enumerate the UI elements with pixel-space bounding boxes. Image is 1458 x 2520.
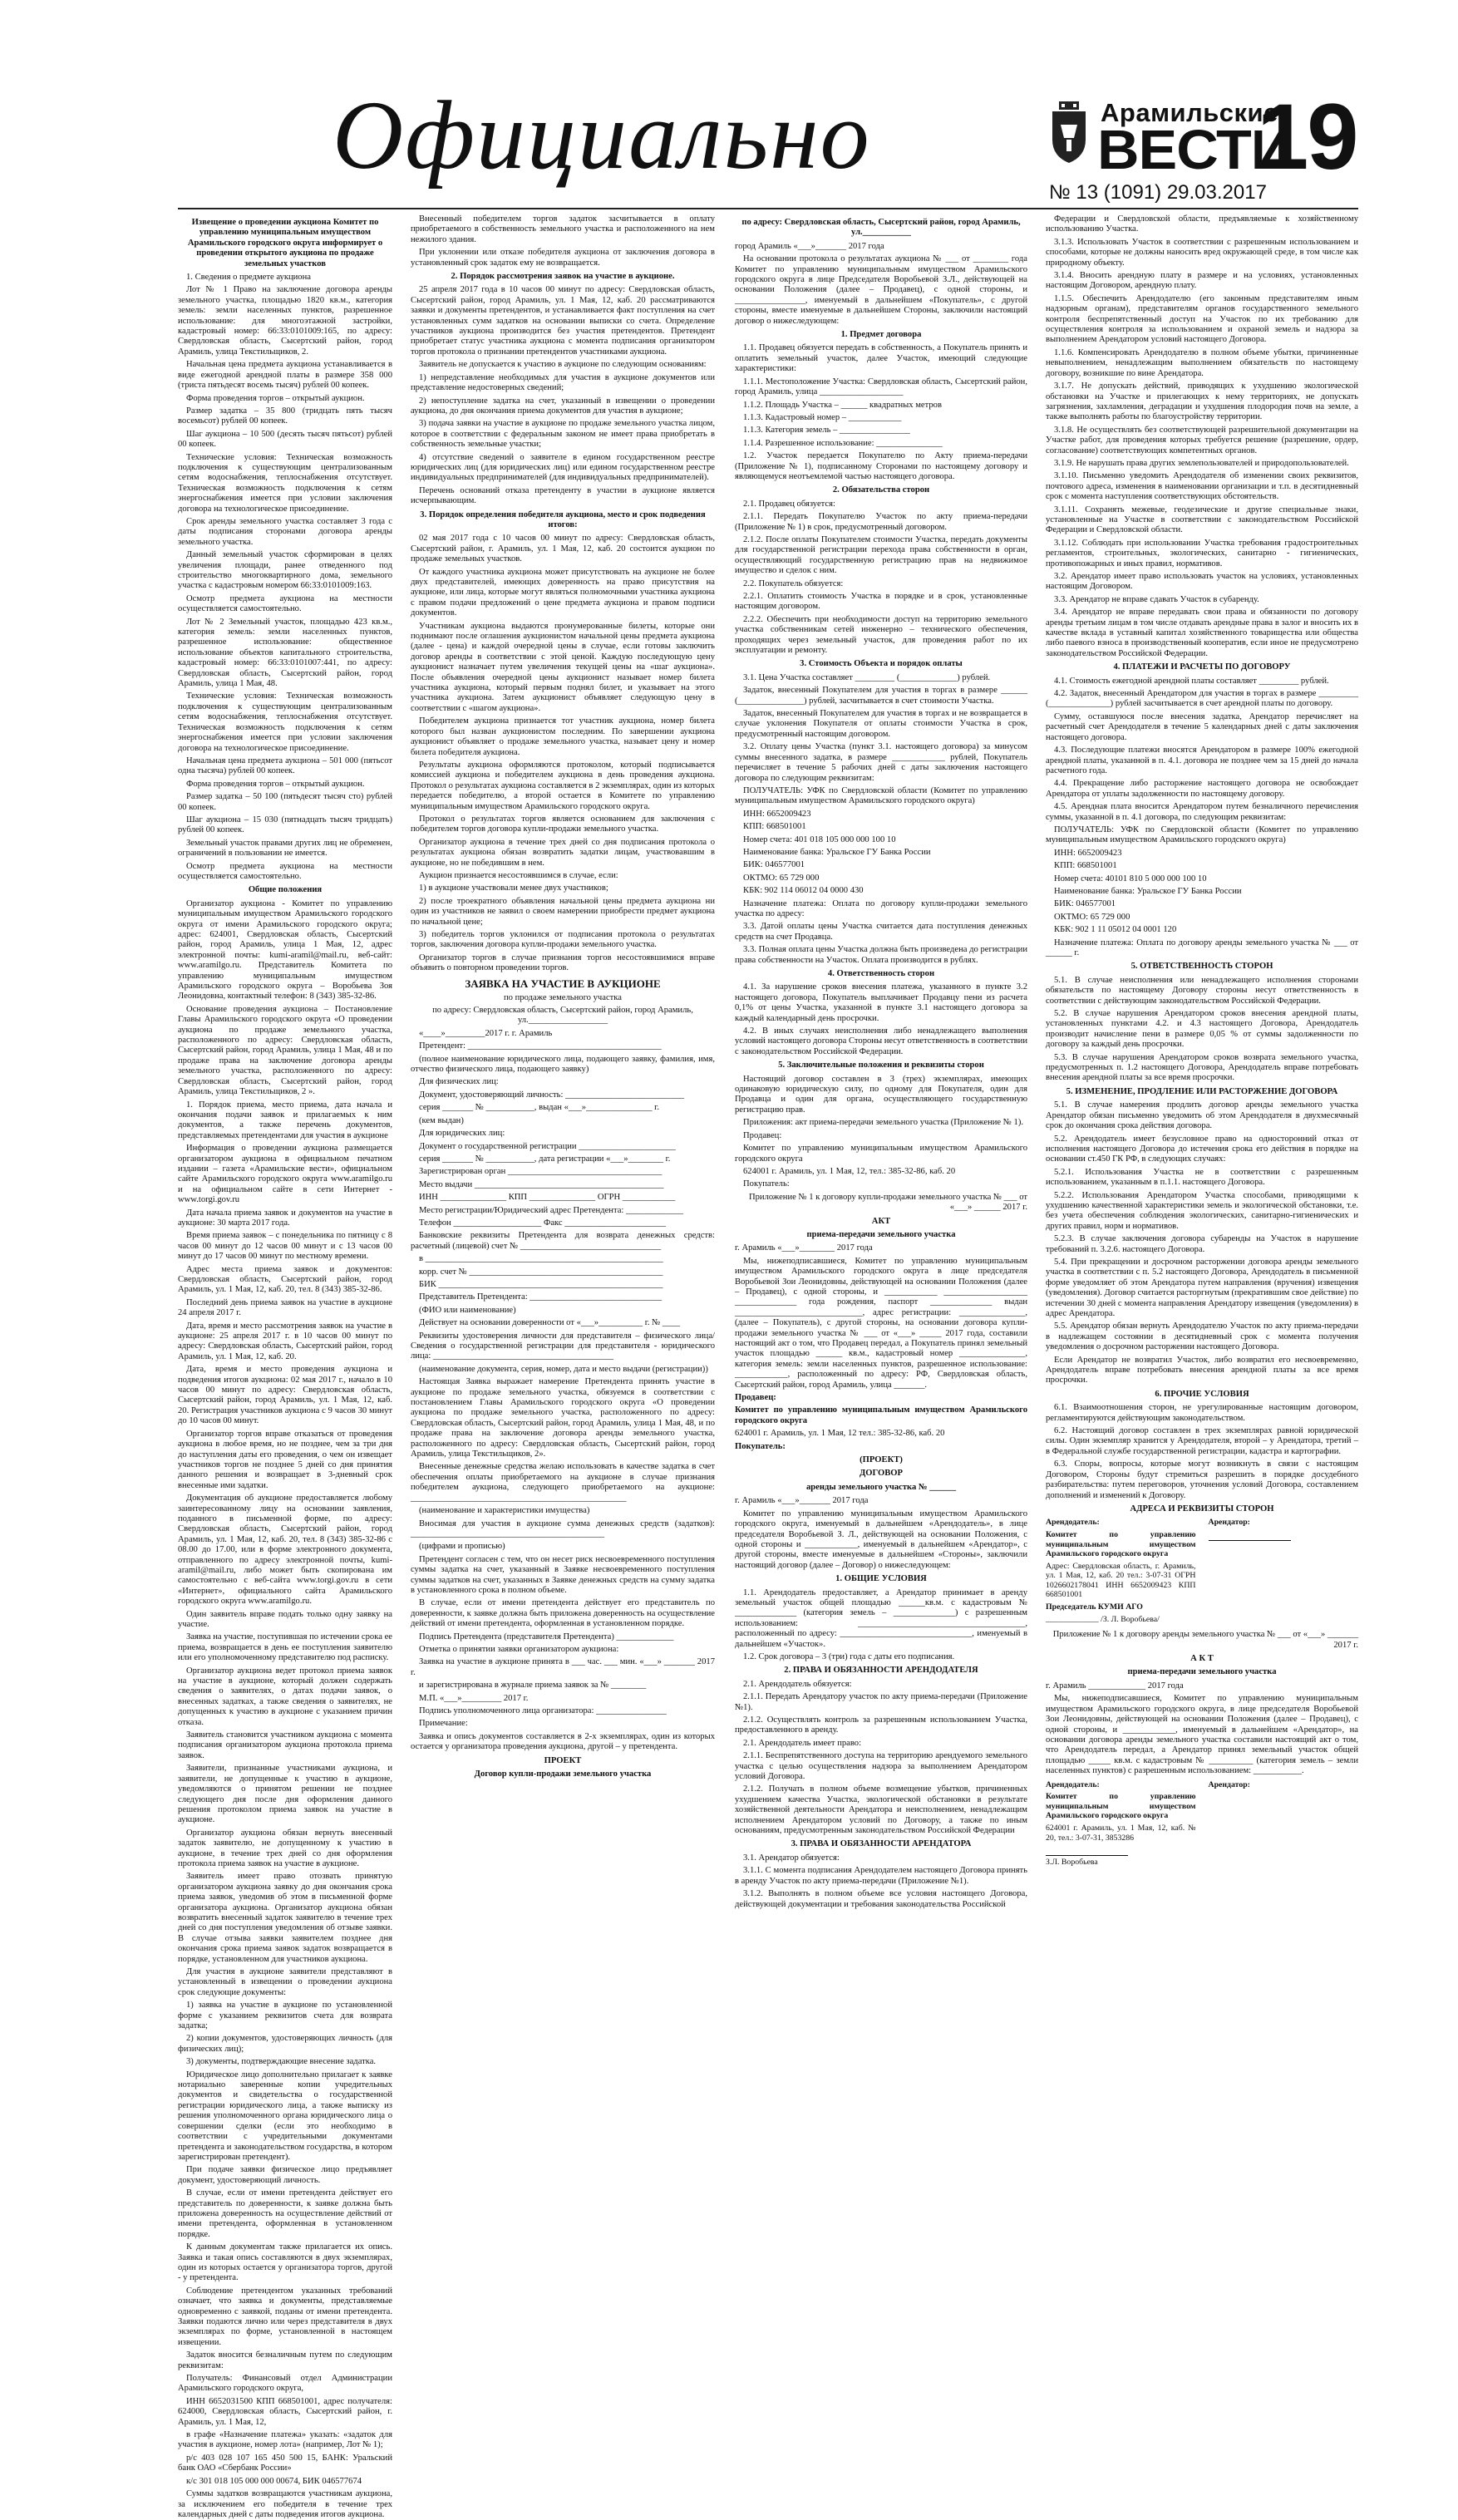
column-4 [1046,214,1358,2055]
paragraph: корр. счет № ____________________________________________ [419,1267,663,1277]
paragraph: ИНН: 6652009423 [743,809,811,819]
contract-s2-title: 2. Обязательства сторон [832,485,930,495]
paragraph: 1) в аукционе участвовали менее двух участников; [419,883,608,893]
section-3-body [411,534,715,973]
draft-subtitle: ДОГОВОР [859,1469,904,1479]
paragraph: 25 апреля 2017 года в 10 часов 00 минут по адресу: Свердловская область, Сысертский район, город Арамиль, ул. 1 Мая, 12, каб. 20 рассматриваются заявки и документы претендентов, и устанавливается факт поступления на счет установленных сумм задатков на основании выписки со счета. Определение участников аукциона производится без участия претендентов. Претендент приобретает статус участника аукциона с момента подписания организатором торгов протокола о признании претендентов участниками аукциона. [411,285,715,357]
paragraph: Дата, время и место рассмотрения заявок на участие в аукционе: 25 апреля 2017 г. в 10 часов 00 минут по адресу: Свердловская область, Сысертский район, город Арамиль, ул. 1 Мая, 12, каб. 20. [178,1321,392,1361]
lease-s5-title: 5. ОТВЕТСТВЕННОСТЬ СТОРОН [1130,962,1273,972]
page-number: 19 [1257,85,1357,189]
paragraph: 1. Сведения о предмете аукциона [186,273,311,283]
paragraph: Примечание: [419,1719,468,1729]
paragraph: (наименование и характеристики имущества) [419,1506,590,1516]
paragraph: 2.1. Продавец обязуется: [743,499,835,509]
paragraph: КБК: 902 1 11 05012 04 0001 120 [1054,925,1177,935]
lessor-block [1046,1518,1195,1627]
paragraph: Адрес места приема заявок и документов: Свердловская область, Сысертский район, город Арамиль, ул. 1 Мая, 12, каб. 20, тел. 8 (343) 385-32-86. [178,1264,392,1295]
paragraph: 4.1. Стоимость ежегодной арендной платы составляет _________ рублей. [1054,676,1329,686]
paragraph: 1. Порядок приема, место приема, дата начала и окончания подачи заявок и прилагаемых к ним документов, а также перечень документов, представляемых претендентами для участия в аукционе [178,1100,392,1140]
paragraph: Организатор аукциона обязан вернуть внесенный задаток заявителю, не допущенному к участию в аукционе, в течение трех дней со дня оформления протокола приема заявок на участие в аукционе. [178,1828,392,1868]
paragraph: 3.1.2. Выполнять в полном объеме все условия настоящего Договора, действующей документации и требования законодательства Российской [735,1889,1027,1909]
act-seller-addr: 624001 г. Арамиль, ул. 1 Мая, 12 тел.: 385-32-86, каб. 20 [735,1429,945,1439]
paragraph: Внесенные денежные средства желаю использовать в качестве задатка в счет обеспечения оплаты приобретаемого на аукционе в случае признания победителем аукциона, следующего приобретаемого на аукционе: _________________________________________________ [411,1462,715,1503]
paragraph: серия _______ № ___________, дата регистрации «___»________ г. [419,1154,671,1164]
paragraph: Участникам аукциона выдаются пронумерованные билеты, которые они поднимают после оглашения аукционистом начальной цены предмета аукциона (далее - цена) и каждой очередной цены в случае, если готовы заключить договор аренды в соответствии с этой ценой. Каждую последующую цену аукционист назначает путем увеличения текущей цены на «шаг аукциона». После объявления очередной цены аукционист называет номер билета участника аукциона, который первым поднял билет, и указывает на этого участника аукциона. Затем аукционист объявляет следующую цену в соответствии с «шагом аукциона». [411,621,715,713]
paragraph: Дата начала приема заявок и документов на участие в аукционе: 30 марта 2017 года. [178,1208,392,1228]
paragraph: 4.1. За нарушение сроков внесения платежа, указанного в пункте 3.2 настоящего договора, Покупатель выплачивает Продавцу пени из расчета 0,1% от цены Участка, указанной в пункте 3.1 настоящего договора за каждый календарный день просрочки. [735,982,1027,1023]
paragraph: Аукцион признается несостоявшимся в случае, если: [419,870,618,880]
paragraph: Дата, время и место проведения аукциона и подведения итогов аукциона: 02 мая 2017 г., начало в 10 часов 00 минут по адресу: Свердловская область, Сысертский район, город Арамиль, ул. 1 Мая, 12, каб. 20. Регистрация участников аукциона с 9 часов 30 минут до 10 часов 00 минут. [178,1365,392,1426]
paragraph: 4.3. Последующие платежи вносятся Арендатором в размере 100% ежегодной арендной платы, указанной в п. 4.1. договора не позднее чем за 15 дней до начала расчетного года. [1046,746,1358,775]
deposit-body [411,214,715,268]
act-seller-label: Продавец: [735,1393,776,1403]
act-buyer-label: Покупатель: [735,1441,786,1451]
paragraph: 1.2. Срок договора – 3 (три) года с даты его подписания. [743,1651,955,1661]
paragraph: Организатор торгов вправе отказаться от проведения аукциона в любое время, но не позднее, чем за три дня до наступления даты его проведения, о чем он извещает участников торгов не позднее 5 дней со дня принятия данного решения и возвращает в 3-дневный срок внесенные ими задатки. [178,1429,392,1490]
lessee-label: Арендатор: [1208,1518,1250,1528]
paragraph: Мы, нижеподписавшиеся, Комитет по управлению муниципальным имуществом Арамильского городского округа в лице председателя Воробьевой Зои Леонидовны, действующей на основании Положения (далее – Продавец), с одной стороны, и ____________ ___________________ ______________ года рождения, паспорт ______________ выдан _____________________________, адрес регистрации: _______________, (далее – Покупатель), с другой стороны, на основании договора купли-продажи земельного участка № ___ от «___» _____ 2017 года, составили настоящий акт о том, что Продавец передал, а Покупатель принял земельный участок площадью ______ кв.м., кадастровый номер _______________, категория земель: земли населенных пунктов, разрешенное использование: ____________, расположенный по адресу: РФ, Свердловская область, Сысертский район, город Арамиль, улица _______. [735,1256,1027,1390]
paragraph: 2) копии документов, удостоверяющих личность (для физических лиц); [178,2034,392,2054]
paragraph: 3) победитель торгов уклонился от подписания протокола о результатах торгов, заключения договора купли-продажи земельного участка. [411,930,715,950]
paragraph: Соблюдение претендентом указанных требований означает, что заявка и документы, представляемые одновременно с заявкой, поданы от имени претендента. Заявки подаются лично или через представителя в двух экземплярах по форме, установленной в настоящем извещении. [178,2286,392,2347]
draft-s2-title: 2. ПРАВА И ОБЯЗАННОСТИ АРЕНДОДАТЕЛЯ [784,1666,978,1676]
draft-s3-body [735,1853,1027,1910]
lease-s6-body [1046,1100,1358,1386]
bottom-parties [1046,1780,1358,1870]
project-subtitle: Договор купли-продажи земельного участка [474,1769,652,1779]
paragraph: Задаток вносится безналичным путем по следующим реквизитам: [178,2350,392,2370]
header-rule [178,208,1358,209]
draft-title: (ПРОЕКТ) [860,1455,903,1465]
lease-appendix-note: Приложение № 1 к договору аренды земельного участка № ___ от «___» _______ 2017 г. [1052,1630,1358,1650]
paragraph: ПОЛУЧАТЕЛЬ: УФК по Свердловской области (Комитет по управлению муниципальным имуществом Арамильского городского округа) [735,785,1027,806]
paragraph: 2.1.1. Передать Покупателю Участок по акту приема-передачи (Приложение № 1) в срок, предусмотренный договором. [735,512,1027,532]
paragraph: 5.3. В случае нарушения Арендатором сроков возврата земельного участка, предусмотренных п. 1.2 настоящего Договора, Арендодатель вправе потребовать внесения арендной платы за все время просрочки. [1046,1052,1358,1083]
paragraph: 4.5. Арендная плата вносится Арендатором путем безналичного перечисления суммы, указанной в п. 4.1 договора, по следующим реквизитам: [1046,802,1358,822]
section-title: Официально [332,81,871,189]
paragraph: 2.1.1. Передать Арендатору участок по акту приема-передачи (Приложение №1). [735,1692,1027,1712]
paragraph: 1.1. Продавец обязуется передать в собственность, а Покупатель принять и оплатить земельный участок, далее Участок, имеющий следующие характеристики: [735,343,1027,374]
paragraph: Банковские реквизиты Претендента для возврата денежных средств: расчетный (лицевой) счет № ________________________________ [411,1231,715,1251]
paragraph: ПОЛУЧАТЕЛЬ: УФК по Свердловской области (Комитет по управлению муниципальным имуществом Арамильского городского округа) [1046,824,1358,845]
paragraph: Начальная цена предмета аукциона устанавливается в виде ежегодной арендной платы в размере 358 000 (триста пятьдесят восемь тысяч) рублей 00 копеек. [178,360,392,391]
act-title: АКТ [871,1216,891,1226]
paragraph: От каждого участника аукциона может присутствовать на аукционе не более двух представителей, имеющих доверенность на право присутствия на аукционе, или лица, которые могут являться полномочными участника аукциона с правом подачи предложений о цене предмета аукциона и правом подписи документов. [411,567,715,618]
paragraph: Лот № 1 Право на заключение договора аренды земельного участка, площадью 1820 кв.м., категория земель: земли населенных пунктов, разрешенное использование: для многоэтажной застройки, кадастровый номер: 66:33:0101009:165, по адресу: Свердловская область, Сысертский район, город Арамиль, улица Текстильщиков, 2. [178,285,392,357]
paragraph: Перечень оснований отказа претенденту в участии в аукционе является исчерпывающим. [411,485,715,506]
paragraph: Заявитель становится участником аукциона с момента подписания организатором аукциона протокола приема заявок. [178,1730,392,1760]
paragraph: Отметка о принятии заявки организатором аукциона: [419,1644,619,1654]
project-title: ПРОЕКТ [544,1755,582,1765]
section-2-body [411,285,715,506]
paragraph: Заявитель имеет право отозвать принятую организатором аукциона заявку до дня окончания срока приема заявок, уведомив об этом в письменной форме организатора аукциона. Организатор аукциона обязан возвратить внесенный задаток заявителю в течение трех дней со дня поступления уведомления об отзыве заявки. В случае отзыва заявки заявителем позднее дня окончания срока приема заявок задаток возвращается в порядке, установленном для участников аукциона. [178,1872,392,1964]
paragraph: Задаток, внесенный Покупателем для участия в торгах и не возвращается в случае уклонения Покупателя от оплаты стоимости Участка в срок, предусмотренный настоящим договором. [735,709,1027,739]
lessor-addr: Адрес: Свердловская область, г. Арамиль, ул. 1 Мая, 12, каб. 20 тел.: 3-07-31 ОГРН 1026602178041 ИНН 6652009423 КПП 668501001 [1046,1561,1196,1600]
section-2-title: 2. Порядок рассмотрения заявок на участие в аукционе. [451,272,675,282]
paragraph: Подпись Претендента (представителя Претендента) _____________ [419,1632,674,1641]
paragraph: 6.3. Споры, вопросы, которые могут возникнуть в связи с настоящим Договором, Стороны будут стремиться разрешить в порядке досудебного разбирательства: путем переговоров, уточнения условий Договора, составлением дополнений и изменений к Договору. [1046,1459,1358,1500]
lease-s6-title: 5. ИЗМЕНЕНИЕ, ПРОДЛЕНИЕ ИЛИ РАСТОРЖЕНИЕ ДОГОВОРА [1066,1086,1338,1096]
paragraph: Начальная цена предмета аукциона – 501 000 (пятьсот одна тысяча) рублей 00 копеек. [178,756,392,776]
paragraph: Организатор торгов в случае признания торгов несостоявшимися вправе объявить о повторном проведении торгов. [411,952,715,973]
paragraph: ИНН 6652031500 КПП 668501001, адрес получателя: 624000, Свердловская область, Сысертский район, г. Арамиль, ул. 1 Мая, 12, [178,2396,392,2427]
paragraph: Претендент согласен с тем, что он несет риск несвоевременного поступления суммы задатка на счет, указанный в Заявке несвоевременного поступления суммы задатков на счет, указанных в Заявке денежных средств на сумму задатка в установленного срока в полном объеме. [411,1554,715,1595]
paragraph: Федерации и Свердловской области, предъявляемые к хозяйственному использованию Участка. [1046,214,1358,234]
paragraph: 1) непредставление необходимых для участия в аукционе документов или представление недостоверных сведений; [411,372,715,393]
paragraph: Вносимая для участия в аукционе сумма денежных средств (задатков): ____________________________________________ [411,1518,715,1538]
paragraph: 5.2.3. В случае заключения договора субаренды на Участок в нарушение требований п. 3.2.6. настоящего Договора. [1046,1234,1358,1254]
paragraph: 1.1.2. Площадь Участка – ______ квадратных метров [743,400,942,410]
paragraph: «____»_________2017 г. г. Арамиль [419,1028,553,1038]
paragraph: Приложения: акт приема-передачи земельного участка (Приложение № 1). [743,1118,1024,1128]
paragraph: Форма проведения торгов – открытый аукцион. [186,393,365,403]
paragraph: (ФИО или наименование) [419,1305,516,1315]
paragraph: к/с 301 018 105 000 000 00674, БИК 046577674 [186,2476,362,2486]
paragraph: Место выдачи ___________________________________________ [419,1179,664,1189]
paragraph: 5.2. Арендодатель имеет безусловное право на односторонний отказ от исполнения настоящего Договора до истечения срока его действия в порядке на основании ст.450 ГК РФ, в следующих случаях: [1046,1134,1358,1164]
paragraph: Продавец: [743,1130,782,1140]
paragraph: Для юридических лиц: [419,1129,505,1139]
paragraph: 2) после троекратного объявления начальной цены предмета аукциона ни один из участников не заявил о своем намерении приобрести предмет аукциона по начальной цене; [411,896,715,927]
paragraph: (полное наименование юридического лица, подающего заявку, фамилия, имя, отчество физического лица, подающего заявку) [411,1054,715,1075]
paragraph: 4.4. Прекращение либо расторжение настоящего договора не освобождает Арендатора от уплаты задолженности по настоящему договору. [1046,779,1358,799]
notice-title: Извещение о проведении аукциона Комитет по управлению муниципальным имуществом Арамильского городского округа информирует о проведении открытого аукциона по продаже земельных участков [187,218,383,268]
lease-act-subtitle: приема-передачи земельного участка [1127,1667,1277,1677]
contract-address: по адресу: Свердловская область, Сысертский район, город Арамиль, ул.___________ [741,218,1021,238]
paragraph: ОКТМО: 65 729 000 [743,873,820,883]
paragraph: 6.2. Настоящий договор составлен в трех экземплярах равной юридической силы. Один экземпляр хранится у Арендодателя, второй – у Арендатора, третий – в Федеральной службе государственной регистрации, кадастра и картографии. [1046,1426,1358,1456]
application-address: по адресу: Свердловская область, Сысертский район, город Арамиль, ул.__________________ [432,1006,693,1026]
lease-s4-title: 4. ПЛАТЕЖИ И РАСЧЕТЫ ПО ДОГОВОРУ [1113,662,1291,672]
draft-s2-body [735,1680,1027,1837]
paragraph: 5.1. В случае неисполнения или ненадлежащего исполнения сторонами обязательств по настоящему Договору стороны несут ответственность в соответствии с действующим законодательством Российской Федерации. [1046,975,1358,1006]
paragraph: 5.4. При прекращении и досрочном расторжении договора аренды земельного участка в соответствии с п. 5.2 настоящего Договора, Арендодатель в письменной форме уведомляет об этом Арендатора путем направления (вручения) извещения (уведомления). Договор считается расторгнутым (прекратившим свое действие) по истечении 30 дней с момента направления Арендатору извещения (уведомления) в адрес Арендатора. [1046,1257,1359,1318]
act-date: г. Арамиль «___»________ 2017 года [735,1243,873,1253]
contract-intro: На основании протокола о результатах аукциона № ___ от ________ года Комитет по управлению муниципальным имуществом Арамильского городского округа в лице Председателя Воробьевой З.Л., действующей на основании Положения (далее – Продавец), с одной стороны, и ________________, именуемый в дальнейшем «Покупатель», с другой стороны, вместе именуемые в дальнейшем Стороны, заключили настоящий договор о нижеследующем: [735,254,1027,326]
paragraph: Срок аренды земельного участка составляет 3 года с даты подписания сторонами договора аренды земельного участка. [178,516,392,547]
bottom-lessor [1046,1780,1195,1870]
lessee-block [1209,1518,1358,1627]
contract-s2-body [735,500,1027,657]
paragraph: Заявка на участие в аукционе принята в ___ час. ___ мин. «___» _______ 2017 г. [411,1657,715,1677]
bottom-sign-line [1046,1848,1128,1856]
paragraph: Шаг аукциона – 15 030 (пятнадцать тысяч тридцать) рублей 00 копеек. [178,815,392,835]
lease-duties-body [1046,214,1358,659]
contract-s4-body [735,982,1027,1057]
act-subtitle: приема-передачи земельного участка [806,1229,956,1239]
paragraph: р/с 403 028 107 165 450 500 15, БАНК: Уральский банк ОАО «Сбербанк России» [178,2453,392,2473]
addresses-title: АДРЕСА И РЕКВИЗИТЫ СТОРОН [1130,1504,1274,1513]
paragraph: 5.5. Арендатор обязан вернуть Арендодателю Участок по акту приема-передачи в надлежащем состоянии в десятидневный срок с момента получения уведомления о досрочном расторжении настоящего Договора. [1046,1322,1358,1352]
paragraph: 3.2. Арендатор имеет право использовать участок на условиях, установленных настоящим Договором. [1046,572,1358,592]
paragraph: 2.1.2. Получать в полном объеме возмещение убытков, причиненных ухудшением качества Участка, экологической обстановки в результате хозяйственной деятельности Арендатора и неисполнением, ненадлежащим исполнением Арендатором условий по Договору, а также по иным основаниям, предусмотренным законодательством Российской Федерации [735,1784,1027,1836]
paragraph: 6.1. Взаимоотношения сторон, не урегулированные настоящим договором, регламентируются действующим законодательством. [1046,1403,1358,1423]
appendix-note: Приложение № 1 к договору купли-продажи земельного участка № ___ от «___» ______ 2017 г. [748,1192,1027,1213]
paragraph: 3.1.10. Письменно уведомить Арендодателя об изменении своих реквизитов, почтового адреса, изменения в наименовании организации и т.п. в десятидневный срок с момента наступления соответствующих обстоятельств. [1046,471,1358,502]
bottom-lessor-label: Арендодатель: [1046,1779,1100,1789]
paragraph: Победителем аукциона признается тот участник аукциона, номер билета которого был назван аукционистом последним. По завершении аукциона аукционист объявляет о продаже земельного участка, называет цену и номер билета победителя аукциона. [411,716,715,757]
paragraph: Назначение платежа: Оплата по договору купли-продажи земельного участка по адресу: [735,898,1027,918]
paragraph: 4.2. В иных случаях неисполнения либо ненадлежащего выполнения условий настоящего договора Стороны несут ответственность в соответствии с законодательством Российской Федерации. [735,1026,1027,1056]
paragraph: 1.1.6. Компенсировать Арендодателю в полном объеме убытки, причиненные невыполнением, ненадлежащим выполнением обязательств по настоящему договору, возникшие по вине Арендатора. [1046,347,1358,378]
contract-s1-body [735,343,1027,482]
chair-label: Председатель КУМИ АГО [1046,1602,1143,1612]
paragraph: Организатор аукциона ведет протокол приема заявок на участие в аукционе, который должен содержать сведения о заявителях, о датах подачи заявок, о внесенных задатках, а также сведения о заявителях, не допущенных к участию в аукционе с указанием причин отказа. [178,1666,392,1727]
act-seller-name: Комитет по управлению муниципальным имуществом Арамильского городского округа [735,1405,1027,1425]
paper-name-main: ВЕСТИ [1097,118,1293,181]
paragraph: Комитет по управлению муниципальным имуществом Арамильского городского округа [735,1144,1027,1164]
application-form [411,1029,715,1753]
paragraph: Зарегистрирован орган ___________________________________ [419,1167,663,1177]
paragraph: 5.2. В случае нарушения Арендатором сроков внесения арендной платы, установленных пунктами 4.2. и 4.3 настоящего Договора, Арендодатель производит начисление пени в размере 0,05 % от суммы задолженности по договору за каждый день просрочки. [1046,1009,1358,1050]
paragraph: 3.4. Арендатор не вправе передавать свои права и обязанности по договору аренды третьим лицам в том числе отдавать арендные права в залог и вносить их в качестве вклада в уставный капитал хозяйственного товарищества или общества либо паевого взноса в производственный кооператив, если иное не предусмотрено законодательством Российской Федерации. [1046,608,1358,658]
general-body [178,899,392,2520]
paragraph: Технические условия: Техническая возможность подключения к существующим централизованным сетям водоснабжения, теплоснабжения отсутствует. Техническая возможность подключения к сетям энергоснабжения имеется при условии заключения договора на технологическое присоединение. [178,452,392,514]
paragraph: Суммы задатков возвращаются участникам аукциона, за исключением его победителя в течение трех календарных дней с даты подведения итогов аукциона. [178,2489,392,2519]
paragraph: Осмотр предмета аукциона на местности осуществляется самостоятельно. [178,861,392,881]
paragraph: Номер счета: 40101 810 5 000 000 100 10 [1054,874,1207,883]
paragraph: БИК ___________________________________________________ [419,1279,663,1289]
paragraph: (кем выдан) [419,1115,464,1125]
paragraph: К данным документам также прилагается их опись. Заявка и такая опись составляются в двух экземплярах, один из которых остается у организатора торгов, другой - у претендента. [178,2242,392,2283]
paragraph: в ______________________________________________________ [419,1254,663,1264]
paragraph: В случае, если от имени претендента действует его представитель по доверенности, к заявке должна быть приложена доверенность на осуществление действий от имени претендента, оформленная в установленном порядке. [178,2188,392,2239]
bottom-sign: З.Л. Воробьева [1046,1858,1098,1868]
contract-s3-title: 3. Стоимость Объекта и порядок оплаты [800,659,963,669]
draft-intro: Комитет по управлению муниципальным имуществом Арамильского городского округа, именуемый в дальнейшем «Арендодатель», в лице председателя Воробьевой З. Л., действующей на основании Положения, с одной стороны и ____________, именуемый в дальнейшем «Арендатор», с другой стороны, вместе именуемые в дальнейшем «Стороны», заключили настоящий договор (далее – Договор) о нижеследующем: [735,1509,1027,1570]
column-1 [178,214,392,2519]
paragraph: ИНН _______________ КПП _______________ ОГРН ____________ [419,1193,676,1203]
paragraph: 3.3. Арендатор не вправе сдавать Участок в субаренду. [1054,594,1259,604]
paragraph: Заявка и опись документов составляется в 2-х экземплярах, один из которых остается у организатора проведения аукциона, другой – у претендента. [411,1731,715,1752]
paragraph: Заявитель не допускается к участию в аукционе по следующим основаниям: [419,360,707,370]
paragraph: Получатель: Финансовый отдел Администрации Арамильского городского округа, [178,2374,392,2394]
paragraph: При подаче заявки физическое лицо предъявляет документ, удостоверяющий личность. [178,2165,392,2185]
paragraph: 2.1. Арендодатель обязуется: [743,1679,852,1689]
paragraph: Юридическое лицо дополнительно прилагает к заявке нотариально заверенные копии учредительных документов и свидетельства о государственной регистрации юридического лица, а также выписку из решения уполномоченного органа юридического лица о совершении сделки (если это необходимо в соответствии с учредительными документами претендента и законодательством государства, в котором зарегистрирован претендент). [178,2070,392,2162]
paragraph: 3.1.7. Не допускать действий, приводящих к ухудшению экологической обстановки на Участке и прилегающих к нему территориях, не допускать загрязнения, захламления, деградации и ухудшения плодородия почв на земле, а также выполнять работы по благоустройству территории. [1046,381,1358,422]
paragraph: 3.1.11. Сохранять межевые, геодезические и другие специальные знаки, установленные на Участке в соответствии с законодательством Российской Федерации и Свердловской области. [1046,504,1358,535]
paragraph: 624001 г. Арамиль, ул. 1 Мая, 12, тел.: 385-32-86, каб. 20 [743,1166,956,1176]
paragraph: При уклонении или отказе победителя аукциона от заключения договора в установленный срок задаток ему не возвращается. [411,248,715,268]
bottom-lessor-text: Комитет по управлению муниципальным имуществом Арамильского городского округа [1046,1792,1196,1821]
paragraph: В случае, если от имени претендента действует его представитель по доверенности, к заявке должна быть приложена доверенность на осуществление действий от имени претендента, оформленная в установленном порядке. [411,1598,715,1629]
lease-act-text: Мы, нижеподписавшиеся, Комитет по управлению муниципальным имуществом Арамильского городского округа, в лице председателя Воробьевой Зои Леонидовны, действующей на основании Положения (далее – Продавец), с одной стороны, и ____________, именуемый в дальнейшем «Арендатор», на основании договора аренды земельного участка составили настоящий акт о том, что Арендодатель передал, а Арендатор принял земельный участок общей площадью _____ кв.м. с кадастровым № __________ (категория земель – земли населенных пунктов) с разрешенным использованием: ___________. [1046,1694,1358,1776]
contract-s5-title: 5. Заключительные положения и реквизиты сторон [778,1061,984,1071]
lease-s4-body [1046,677,1358,959]
parties-block [1046,1518,1358,1627]
paragraph: Настоящий договор составлен в 3 (трех) экземплярах, имеющих одинаковую юридическую силу, по одному для Покупателя, один для Продавца и один для органа, осуществляющего государственную регистрацию прав. [735,1074,1027,1115]
paragraph: Документ о государственной регистрации ______________________ [419,1141,676,1151]
paragraph: КБК: 902 114 06012 04 0000 430 [743,886,864,896]
paragraph: Данный земельный участок сформирован в целях увеличения площади, ранее отведенного под строительство многоквартирного дома, земельного участка с кадастровым номером 66:33:0101009:163. [178,550,392,591]
paragraph: Представитель Претендента: ______________________________ [419,1292,663,1302]
paragraph: 2.2. Покупатель обязуется: [743,578,844,588]
coat-of-arms-icon [1049,100,1089,165]
paragraph: Для участия в аукционе заявители представляют в установленный в извещении о проведении аукциона срок следующие документы: [178,1967,392,1997]
lessor-label: Арендодатель: [1046,1518,1100,1528]
paragraph: (цифрами и прописью) [419,1542,505,1552]
paragraph: 3.2. Оплату цены Участка (пункт 3.1. настоящего договора) за минусом суммы внесенного задатка, в размере ____________ рублей, Покупатель перечисляет в течение 5 рабочих дней с даты заключения настоящего договора по следующим реквизитам: [735,742,1027,783]
paragraph: 1.1.3. Категория земель – ________________ [743,426,910,436]
paragraph: Земельный участок правами других лиц не обременен, ограничений в пользовании не имеется. [178,838,392,859]
paragraph: 3) документы, подтверждающие внесение задатка. [186,2057,377,2067]
paragraph: 4) отсутствие сведений о заявителе в едином государственном реестре юридических лиц (для юридических лиц) или едином государственном реестре индивидуальных предпринимателей (для индивидуальных предпринимателей). [411,452,715,483]
paragraph: КПП: 668501001 [743,822,806,832]
paragraph: Внесенный победителем торгов задаток засчитывается в оплату приобретаемого в собственность земельного участка и расположенного на нем нежилого здания. [411,214,715,244]
paragraph: 2.1. Арендодатель имеет право: [743,1738,862,1748]
paragraph: 02 мая 2017 года с 10 часов 00 минут по адресу: Свердловская область, Сысертский район, г. Арамиль, ул. 1 Мая, 12, каб. 20 состоится аукцион по продаже земельных участков. [411,534,715,564]
paragraph: (наименование документа, серия, номер, дата и место выдачи (регистрации)) [419,1364,708,1374]
paragraph: 3.1. Арендатор обязуется: [743,1853,840,1863]
paragraph: Размер задатка – 50 100 (пятьдесят тысяч сто) рублей 00 копеек. [178,792,392,812]
paragraph: 3.1.1. С момента подписания Арендодателем настоящего Договора принять в аренду Участок по акту приема-передачи (Приложение №1). [735,1866,1027,1886]
chair-sign: _____________ /З. Л. Воробьева/ [1046,1614,1160,1624]
paragraph: 1.1.1. Местоположение Участка: Свердловская область, Сысертский район, город Арамиль, улица ___________________ [735,377,1027,397]
lease-act-title: А К Т [1190,1654,1214,1664]
paragraph: Реквизиты удостоверения личности для представителя – физического лица/Сведения о государственной регистрации для представителя - юридического лица: _________________________________________ [411,1331,715,1361]
draft-s3-title: 3. ПРАВА И ОБЯЗАННОСТИ АРЕНДАТОРА [791,1839,972,1849]
paragraph: 3.1.3. Использовать Участок в соответствии с разрешенным использованием и способами, которые не должны наносить вред окружающей среде, в том числе как природному объекту. [1046,237,1358,268]
paragraph: 3.1.12. Соблюдать при использовании Участка требования градостроительных регламентов, строительных, экологических, санитарно - гигиенических, противопожарных и иных правил, нормативов. [1046,538,1358,568]
paragraph: Если Арендатор не возвратил Участок, либо возвратил его несвоевременно, Арендодатель вправе потребовать внесения арендной платы за все время просрочки. [1046,1355,1358,1386]
paragraph: БИК: 046577001 [743,860,805,870]
column-2 [411,214,715,2055]
paragraph: 2.2.1. Оплатить стоимость Участка в порядке и в срок, установленные настоящим договором. [735,592,1027,612]
lease-s7-body [1046,1403,1358,1501]
column-3 [735,214,1027,2055]
paragraph: 3) подача заявки на участие в аукционе по продаже земельного участка лицом, которое в соответствии с федеральным законом не имеет права приобретать в собственность земельные участки; [411,419,715,450]
paragraph: Претендент: ____________________________________________ [419,1041,662,1051]
draft-date: г. Арамиль «___»_______ 2017 года [735,1496,869,1506]
paragraph: 3.1.9. Не нарушать права других землепользователей и природопользователей. [1054,458,1349,468]
paragraph: Документ, удостоверяющий личность: ___________________________ [419,1090,685,1100]
paragraph: в графе «Назначение платежа» указать: «задаток для участия в аукционе, номер лота» (например, Лот № 1); [178,2430,392,2450]
paragraph: 2.1.1. Беспрепятственного доступа на территорию арендуемого земельного участка с целью осуществления надзора за выполнением Арендатором условий Договора. [735,1751,1027,1782]
paragraph: Задаток, внесенный Покупателем для участия в торгах в размере ______ (_______________) рублей, засчитывается в счет стоимости Участка. [735,686,1027,706]
paragraph: 1.1.5. Обеспечить Арендодателю (его законным представителям иным надзорным органам), представителям органов государственного земельного контроля беспрепятственный доступ на Участок по их требованию для осуществления контроля за использованием и охраной земель и надзора за выполнением Арендатором условий настоящего Договора. [1046,293,1358,345]
paragraph: Размер задатка – 35 800 (тридцать пять тысяч восемьсот) рублей 00 копеек. [178,406,392,426]
application-title: ЗАЯВКА НА УЧАСТИЕ В АУКЦИОНЕ [465,977,661,990]
paragraph: Действует на основании доверенности от «___»__________ г. № ____ [419,1318,681,1328]
paragraph: М.П. «___»_________ 2017 г. [419,1693,529,1703]
bottom-lessor-addr: 624001 г. Арамиль, ул. 1 Мая, 12, каб. № 20, тел.: 3-07-31, 3853286 [1046,1823,1196,1843]
paragraph: ИНН: 6652009423 [1054,848,1122,858]
paragraph: 5.1. В случае намерения продлить договор аренды земельного участка Арендатор обязан письменно уведомить об этом Арендодателя в двухмесячный срок до окончания срока действия договора. [1046,1100,1358,1131]
paragraph: 1.1.4. Разрешенное использование: _______________ [743,438,943,448]
paragraph: 3.1.4. Вносить арендную плату в размере и на условиях, установленных настоящим Договором, арендную плату. [1046,271,1358,291]
paragraph: 1) заявка на участие в аукционе по установленной форме с указанием реквизитов счета для возврата задатка; [178,2001,392,2031]
paragraph: Назначение платежа: Оплата по договору аренды земельного участка № ___ от ______ г. [1046,938,1358,957]
paragraph: Документация об аукционе предоставляется любому заинтересованному лицу на основании заявления, поданного в письменной форме, по адресу: Свердловская область, Сысертский район, город Арамиль, ул. 1 Мая, 12, каб. 20, тел. 8 (343) 385-32-86 с 08.00 до 17.00, или в форме электронного документа, отправленного по адресу электронной почты, kumi-aramil@mail.ru, либо может быть скопирована им самостоятельно с веб-сайта www.torgi.gov.ru в сети «Интернет», официального сайта Арамильского городского округа www.aramilgo.ru. [178,1494,392,1607]
paragraph: Последний день приема заявок на участие в аукционе 24 апреля 2017 г. [178,1297,392,1318]
paragraph: Наименование банка: Уральское ГУ Банка России [1054,886,1242,896]
paragraph: Наименование банка: Уральское ГУ Банка России [743,847,931,857]
paragraph: Один заявитель вправе подать только одну заявку на участие. [178,1609,392,1629]
paragraph: Настоящая Заявка выражает намерение Претендента принять участие в аукционе по продаже земельного участка, обязуемся в соответствии с постановлением Главы Арамильского городского округа «О проведении аукциона по продаже земельного участка, расположенного по адресу: Свердловская область, Сысертский район, город Арамиль, улица 1 Мая, 48, и по продаже права на заключение договора аренды земельного участка, расположенного по адресу: Свердловская область, Сысертский район, город Арамиль, улица Текстильщиков, 2». [411,1377,715,1459]
paragraph: Основание проведения аукциона – Постановление Главы Арамильского городского округа «О проведении аукциона по продаже земельного участка, расположенного по адресу: Свердловская область, Сысертский район, город Арамиль, улица 1 Мая, 48 и по продаже права на заключение договора аренды земельного участка, расположенного по адресу: Свердловская область, Сысертский район, город Арамиль, улица Текстильщиков, 2 ». [178,1004,392,1097]
draft-s1-body [735,1588,1027,1663]
paragraph: БИК: 046577001 [1054,899,1116,909]
section-3-title: 3. Порядок определения победителя аукциона, место и срок подведения итогов: [420,509,706,529]
lease-act-date: г. Арамиль _____________ 2017 года [1046,1681,1184,1691]
general-title: Общие положения [248,885,323,895]
paragraph: 2.1.2. Осуществлять контроль за разрешенным использованием Участка, предоставленного в аренду. [735,1715,1027,1735]
lessee-sign-line [1209,1533,1291,1541]
paragraph: 2) непоступление задатка на счет, указанный в извещении о проведении аукциона, до дня окончания приема документов для участия в аукционе; [411,396,715,416]
paragraph: Результаты аукциона оформляются протоколом, который подписывается комиссией аукциона и победителем аукциона в день проведения аукциона. Протокол о результатах аукциона составляется в 2 экземплярах, один из которых передается победителю, а второй остается в Комитете по управлению муниципальным имуществом Арамильского городского округа. [411,760,715,811]
lease-s5-body [1046,976,1358,1084]
paragraph: 1.1. Арендодатель предоставляет, а Арендатор принимает в аренду земельный участок общей площадью ______кв.м. с кадастровым № ______________ (категория земель – ______________) с разрешенным использованием: ______________________________________, расположенный по адресу: ______________________________, именуемый в дальнейшем «Участок». [735,1587,1027,1649]
newspaper-logo [1049,98,1293,181]
paragraph: 3.3. Датой оплаты цены Участка считается дата поступления денежных средств на счет Продавца. [735,922,1027,942]
paragraph: Подпись уполномоченного лица организатора: ________________ [419,1706,667,1715]
paragraph: серия _______ № ___________, выдан «___»_______________ г. [419,1103,659,1113]
paragraph: Форма проведения торгов – открытый аукцион. [186,779,365,789]
paragraph: КПП: 668501001 [1054,861,1117,871]
contract-s5-body [735,1075,1027,1190]
paragraph: 4.2. Задаток, внесенный Арендатором для участия в торгах в размере _________ (______________) рублей засчитывается в счет арендной платы по договору. [1046,689,1358,709]
lessor-text: Комитет по управлению муниципальным имуществом Арамильского городского округа [1046,1529,1196,1559]
paragraph: 3.1.8. Не осуществлять без соответствующей разрешительной документации на Участке работ, для проведения которых требуется решение (разрешение, ордер, согласование) соответствующих компетентных органов. [1046,425,1358,455]
contract-s1-title: 1. Предмет договора [840,330,922,340]
act-body [735,1257,1027,1390]
paragraph: 2.2.2. Обеспечить при необходимости доступ на территорию земельного участка собственникам сетей инженерно – технического обеспечения, проходящих через земельный участок, для проведения работ по их эксплуатации и ремонту. [735,614,1027,656]
paragraph: и зарегистрирована в журнале приема заявок за № ________ [419,1681,647,1691]
paragraph: Номер счета: 401 018 105 000 000 100 10 [743,834,896,844]
draft-subtitle-2: аренды земельного участка № ______ [805,1482,957,1492]
paragraph: Время приема заявок – с понедельника по пятницу с 8 часов 00 минут до 12 часов 00 минут и с 13 часов 00 минут до 17 часов 00 минут по местному времени. [178,1231,392,1262]
paragraph: Осмотр предмета аукциона на местности осуществляется самостоятельно. [178,593,392,614]
contract-s4-title: 4. Ответственность сторон [827,969,935,978]
paragraph: Организатор аукциона в течение трех дней со дня подписания протокола о результатах аукциона обязан возвратить задатки лицам, участвовавшим в аукционе, но не победившим в нем. [411,837,715,868]
paragraph: Покупатель: [743,1179,790,1189]
issue-info: № 13 (1091) 29.03.2017 [1049,181,1267,204]
paragraph: Технические условия: Техническая возможность подключения к существующим централизованным сетям водоснабжения, теплоснабжения отсутствует. Техническая возможность подключения к сетям энергоснабжения имеется при условии заключения договора на технологическое присоединение. [178,692,392,753]
lease-s7-title: 6. ПРОЧИЕ УСЛОВИЯ [1155,1389,1249,1399]
paragraph: Для физических лиц: [419,1077,499,1087]
paragraph: 2.1.2. После оплаты Покупателем стоимости Участка, передать документы для государственной регистрации перехода права собственности в орган, осуществляющий государственную регистрацию прав на недвижимое имущество и сделок с ним. [735,534,1027,576]
paragraph: Организатор аукциона - Комитет по управлению муниципальным имуществом Арамильского городского округа от имени Арамильского городского округа; адрес: 624001, Свердловская область, Сысертский район, город Арамиль, улица 1 Мая, 12, адрес электронной почты: kumi-aramil@mail.ru, веб-сайт: www.aramilgo.ru. Представитель Комитета по управлению муниципальным имуществом Арамильского городского округа – Воробьева Зоя Леонидовна, контактный телефон: 8 (343) 385-32-86. [178,898,392,1002]
application-subtitle: по продаже земельного участка [504,992,622,1002]
paragraph: ОКТМО: 65 729 000 [1054,912,1130,922]
paragraph: 3.1. Цена Участка составляет _________ (_____________) рублей. [743,672,991,682]
contract-s3-body [735,673,1027,966]
bottom-lessee [1209,1780,1358,1870]
paragraph: Информация о проведении аукциона размещается организатором аукциона в официальном печатном издании – газета «Арамильские вести», официальном сайте Арамильского городского округа www.aramilgo.ru и на официальном сайте в сети Интернет - www.torgi.gov.ru [178,1144,392,1205]
paragraph: Место регистрации/Юридический адрес Претендента: _____________ [419,1205,683,1215]
contract-date: город Арамиль «___»_______ 2017 года [735,241,884,251]
paragraph: 5.2.2. Использования Арендатором Участка способами, приводящими к ухудшению качественной характеристики земель и экологической обстановки, т.е. без учета обеспечения соблюдения экологических, санитарно-гигиенических и других правил, норм и нормативов. [1046,1190,1358,1231]
bottom-lessee-label: Арендатор: [1208,1779,1250,1789]
paragraph: Заявка на участие, поступившая по истечении срока ее приема, возвращается в день ее поступления заявителю или его уполномоченному представителю под расписку. [178,1632,392,1663]
paragraph: 1.1.3. Кадастровый номер – ____________ [743,412,902,422]
notice-body [178,273,392,882]
paragraph: Протокол о результатах торгов является основанием для заключения с победителем торгов договора купли-продажи земельного участка. [411,814,715,834]
paragraph: Шаг аукциона – 10 500 (десять тысяч пятьсот) рублей 00 копеек. [178,429,392,450]
paragraph: Лот № 2 Земельный участок, площадью 423 кв.м., категория земель: земли населенных пунктов, разрешенное использование: общественное использование объектов капитального строительства, кадастровый номер: 66:33:0101007:441, по адресу: Свердловская область, Сысертский район, город Арамиль, улица 1 Мая, 48. [178,617,392,689]
paragraph: 3.3. Полная оплата цены Участка должна быть произведена до регистрации права собственности на Участок. Оплата производится в рублях. [735,945,1027,965]
paragraph: Заявители, признанные участниками аукциона, и заявители, не допущенные к участию в аукционе, уведомляются о принятом решении не позднее следующего дня после дня оформления данного решения протоколом приема заявок на участие в аукционе. [178,1764,392,1825]
masthead [0,0,1458,208]
paper-name-top: Арамильские [1101,98,1278,127]
paragraph: 1.2. Участок передается Покупателю по Акту приема-передачи (Приложение № 1), подписанному Сторонами по настоящему договору и являющемуся неотъемлемой частью настоящего договора. [735,451,1027,481]
draft-s1-title: 1. ОБЩИЕ УСЛОВИЯ [835,1574,927,1584]
paragraph: 5.2.1. Использования Участка не в соответствии с разрешенным использованием, указанным в п.1.1. настоящего Договора. [1046,1167,1358,1188]
paragraph: Телефон ____________________ Факс _______________________ [419,1218,667,1228]
paragraph: Сумму, оставшуюся после внесения задатка, Арендатор перечисляет на расчетный счет Арендодателя в течение 5 календарных дней с даты заключения настоящего договора. [1046,711,1358,742]
